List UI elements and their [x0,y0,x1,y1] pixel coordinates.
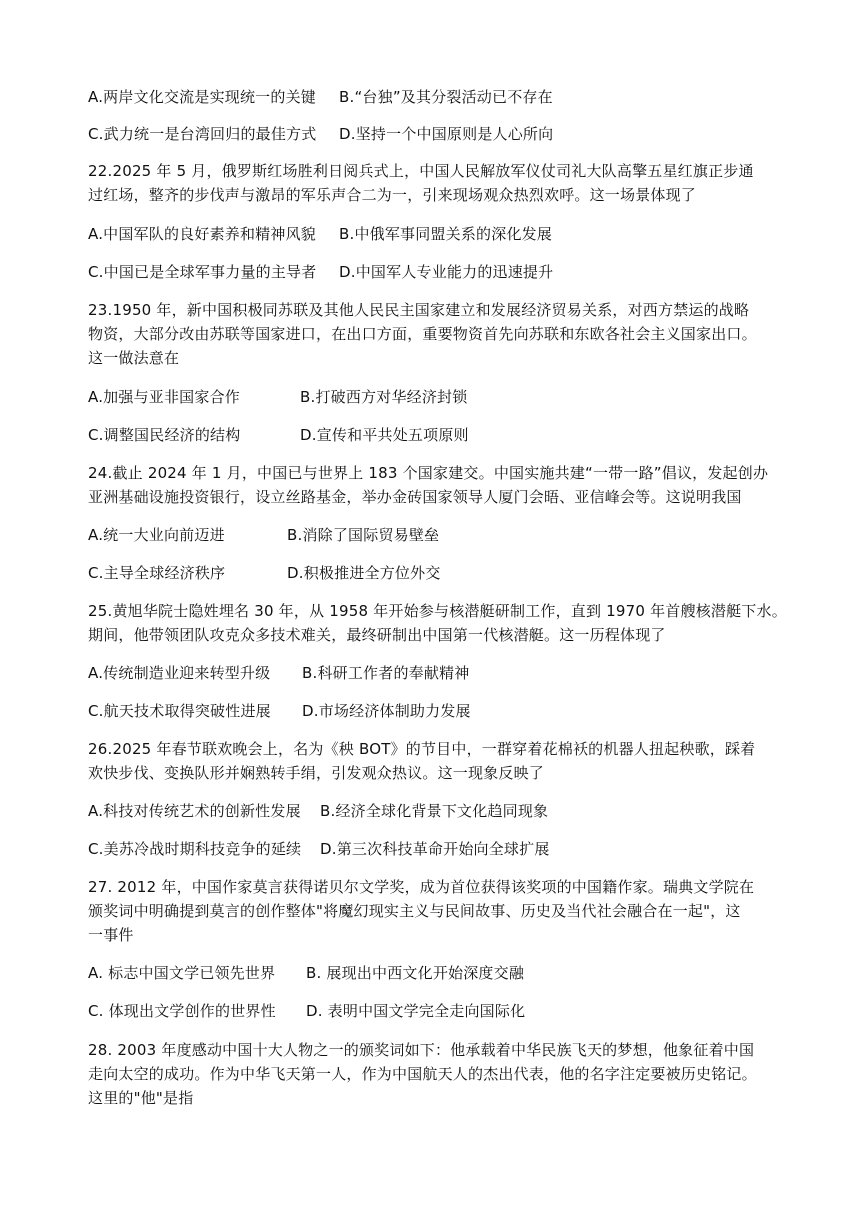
q27-option-d: D. 表明中国文学完全走向国际化 [306,1002,526,1020]
q21-option-d: D.坚持一个中国原则是人心所向 [339,125,554,143]
q25-stem-line-2: 期间，他带领团队攻克众多技术难关，最终研制出中国第一代核潜艇。这一历程体现了 [88,626,666,644]
q22-option-row-2 [88,261,554,283]
q24-option-row-2 [88,562,441,584]
q24-option-d: D.积极推进全方位外交 [287,564,441,582]
q25-stem-line-1: 25.黄旭华院士隐姓埋名 30 年，从 1958 年开始参与核潜艇研制工作，直到 1970 年首艘核潜艇下水。 [88,602,787,620]
q24-stem-line-1: 24.截止 2024 年 1 月，中国已与世界上 183 个国家建交。中国实施共建“一带一路”倡议，发起创办 [88,464,769,482]
q25-option-c: C.航天技术取得突破性进展 [88,702,271,720]
q21-option-row-2 [88,123,554,145]
q23-option-a: A.加强与亚非国家合作 [88,388,240,406]
q25-option-d: D.市场经济体制助力发展 [302,702,471,720]
q27-option-row-2 [88,1000,526,1022]
q23-option-c: C.调整国民经济的结构 [88,426,241,444]
q24-stem-line-2: 亚洲基础设施投资银行，设立丝路基金，举办金砖国家领导人厦门会晤、亚信峰会等。这说明我国 [88,488,742,506]
q22-option-b: B.中俄军事同盟关系的深化发展 [339,225,553,243]
q27-option-b: B. 展现出中西文化开始深度交融 [306,964,525,982]
q24-option-b: B.消除了国际贸易壁垒 [287,526,440,544]
q23-option-b: B.打破西方对华经济封锁 [300,388,468,406]
q22-option-a: A.中国军队的良好素养和精神风貌 [88,225,316,243]
q27-option-a: A. 标志中国文学已领先世界 [88,964,276,982]
q22-option-c: C.中国已是全球军事力量的主导者 [88,263,317,281]
q28-stem-line-3: 这里的"他"是指 [88,1089,194,1107]
q22-option-d: D.中国军人专业能力的迅速提升 [339,263,554,281]
q28-stem-line-2: 走向太空的成功。作为中华飞天第一人，作为中国航天人的杰出代表，他的名字注定要被历史铭记。 [88,1065,757,1083]
q21-option-a: A.两岸文化交流是实现统一的关键 [88,88,316,106]
q26-option-c: C.美苏冷战时期科技竞争的延续 [88,840,302,858]
q28-stem-line-1: 28. 2003 年度感动中国十大人物之一的颁奖词如下：他承载着中华民族飞天的梦想，他象征着中国 [88,1041,755,1059]
q25-option-row-1 [88,662,470,684]
q24-option-row-1 [88,524,440,546]
q25-option-b: B.科研工作者的奉献精神 [302,664,470,682]
q25-option-a: A.传统制造业迎来转型升级 [88,664,271,682]
q24-option-a: A.统一大业向前迈进 [88,526,225,544]
q24-option-c: C.主导全球经济秩序 [88,564,226,582]
q27-stem-line-3: 一事件 [88,926,134,944]
q23-option-d: D.宣传和平共处五项原则 [300,426,469,444]
q27-stem-line-1: 27. 2012 年，中国作家莫言获得诺贝尔文学奖，成为首位获得该奖项的中国籍作家。瑞典文学院在 [88,878,755,896]
q27-option-c: C. 体现出文学创作的世界性 [88,1002,276,1020]
q21-option-row-1 [88,86,553,108]
q26-stem-line-1: 26.2025 年春节联欢晚会上，名为《秧 BOT》的节目中，一群穿着花棉袄的机器人扭起秧歌，踩着 [88,740,756,758]
q23-option-row-2 [88,424,469,446]
q22-stem-line-2: 过红场，整齐的步伐声与激昂的军乐声合二为一，引来现场观众热烈欢呼。这一场景体现了 [88,186,697,204]
q26-option-row-2 [88,838,550,860]
q26-stem-line-2: 欢快步伐、变换队形并娴熟转手绢，引发观众热议。这一现象反映了 [88,764,545,782]
q26-option-a: A.科技对传统艺术的创新性发展 [88,802,301,820]
q22-option-row-1 [88,223,553,245]
q23-option-row-1 [88,386,468,408]
q22-stem-line-1: 22.2025 年 5 月，俄罗斯红场胜利日阅兵式上，中国人民解放军仪仗司礼大队高擎五星红旗正步通 [88,162,754,180]
q26-option-row-1 [88,800,549,822]
q27-option-row-1 [88,962,525,984]
q23-stem-line-1: 23.1950 年，新中国积极同苏联及其他人民民主国家建立和发展经济贸易关系，对西方禁运的战略 [88,301,750,319]
q26-option-b: B.经济全球化背景下文化趋同现象 [320,802,549,820]
q21-option-b: B.“台独”及其分裂活动已不存在 [339,88,553,106]
q26-option-d: D.第三次科技革命开始向全球扩展 [320,840,550,858]
q23-stem-line-3: 这一做法意在 [88,349,180,367]
q21-option-c: C.武力统一是台湾回归的最佳方式 [88,125,317,143]
q27-stem-line-2: 颁奖词中明确提到莫言的创作整体"将魔幻现实主义与民间故事、历史及当代社会融合在一起"，这 [88,902,741,920]
q25-option-row-2 [88,700,471,722]
q23-stem-line-2: 物资，大部分改由苏联等国家进口，在出口方面，重要物资首先向苏联和东欧各社会主义国家出口。 [88,325,757,343]
